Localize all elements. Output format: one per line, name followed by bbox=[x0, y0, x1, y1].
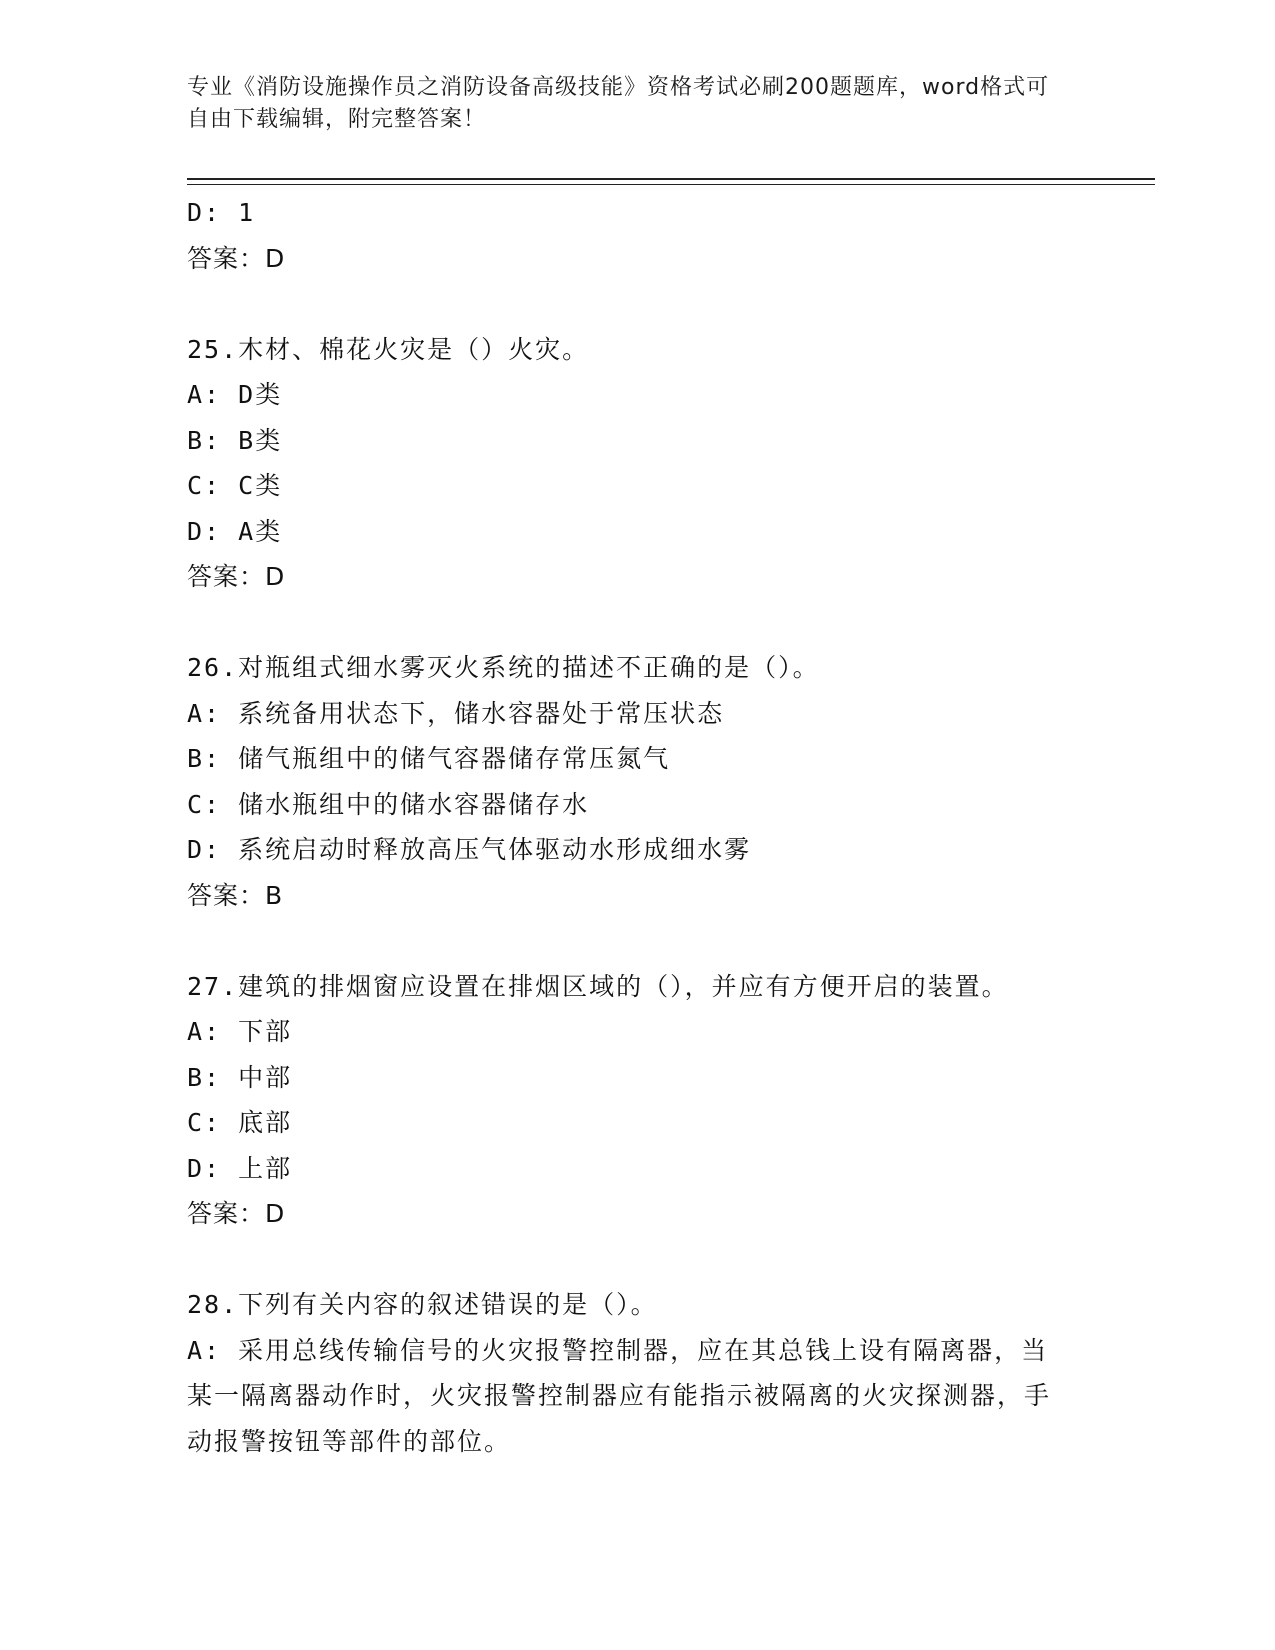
option-a: A: 下部 bbox=[187, 1017, 293, 1046]
option-b: B: B类 bbox=[187, 425, 283, 455]
option-c: C: 储水瓶组中的储水容器储存水 bbox=[187, 789, 590, 819]
option-d: D: 上部 bbox=[187, 1153, 293, 1183]
option-a: A: D类 bbox=[187, 380, 283, 409]
option-b: B: 储气瓶组中的储气容器储存常压氮气 bbox=[187, 744, 671, 773]
question-stem: 28.下列有关内容的叙述错误的是（）。 bbox=[187, 1290, 658, 1319]
question-stem: 26.对瓶组式细水雾灭火系统的描述不正确的是（）。 bbox=[187, 653, 820, 682]
option-d: D: 系统启动时释放高压气体驱动水形成细水雾 bbox=[187, 835, 752, 864]
document-body bbox=[187, 190, 1067, 1464]
answer: 答案：D bbox=[187, 562, 286, 591]
answer-previous: 答案：D bbox=[187, 243, 286, 273]
option-b: B: 中部 bbox=[187, 1062, 293, 1092]
question-stem: 27.建筑的排烟窗应设置在排烟区域的（），并应有方便开启的装置。 bbox=[187, 971, 1009, 1001]
document-header: 专业《消防设施操作员之消防设备高级技能》资格考试必刷200题题库，word格式可自由下载编辑，附完整答案！ bbox=[187, 75, 1050, 132]
option-c: C: 底部 bbox=[187, 1108, 293, 1137]
answer: 答案：D bbox=[187, 1199, 286, 1228]
option-d: D: A类 bbox=[187, 516, 283, 546]
option-a: A: 系统备用状态下，储水容器处于常压状态 bbox=[187, 698, 725, 728]
question-28 bbox=[187, 1282, 1067, 1464]
question-26 bbox=[187, 645, 1067, 918]
option-a: A: 采用总线传输信号的火灾报警控制器，应在其总钱上设有隔离器，当某一隔离器动作时，火灾报警控制器应有能指示被隔离的火灾探测器，手动报警按钮等部件的部位。 bbox=[187, 1335, 1052, 1456]
answer: 答案：B bbox=[187, 880, 284, 910]
option-d-previous: D: 1 bbox=[187, 198, 256, 227]
header-divider-thin bbox=[187, 184, 1155, 185]
question-27 bbox=[187, 964, 1067, 1237]
option-c: C: C类 bbox=[187, 471, 283, 500]
question-stem: 25.木材、棉花火灾是（）火灾。 bbox=[187, 334, 590, 364]
header-divider-thick bbox=[187, 178, 1155, 180]
question-25 bbox=[187, 327, 1067, 600]
